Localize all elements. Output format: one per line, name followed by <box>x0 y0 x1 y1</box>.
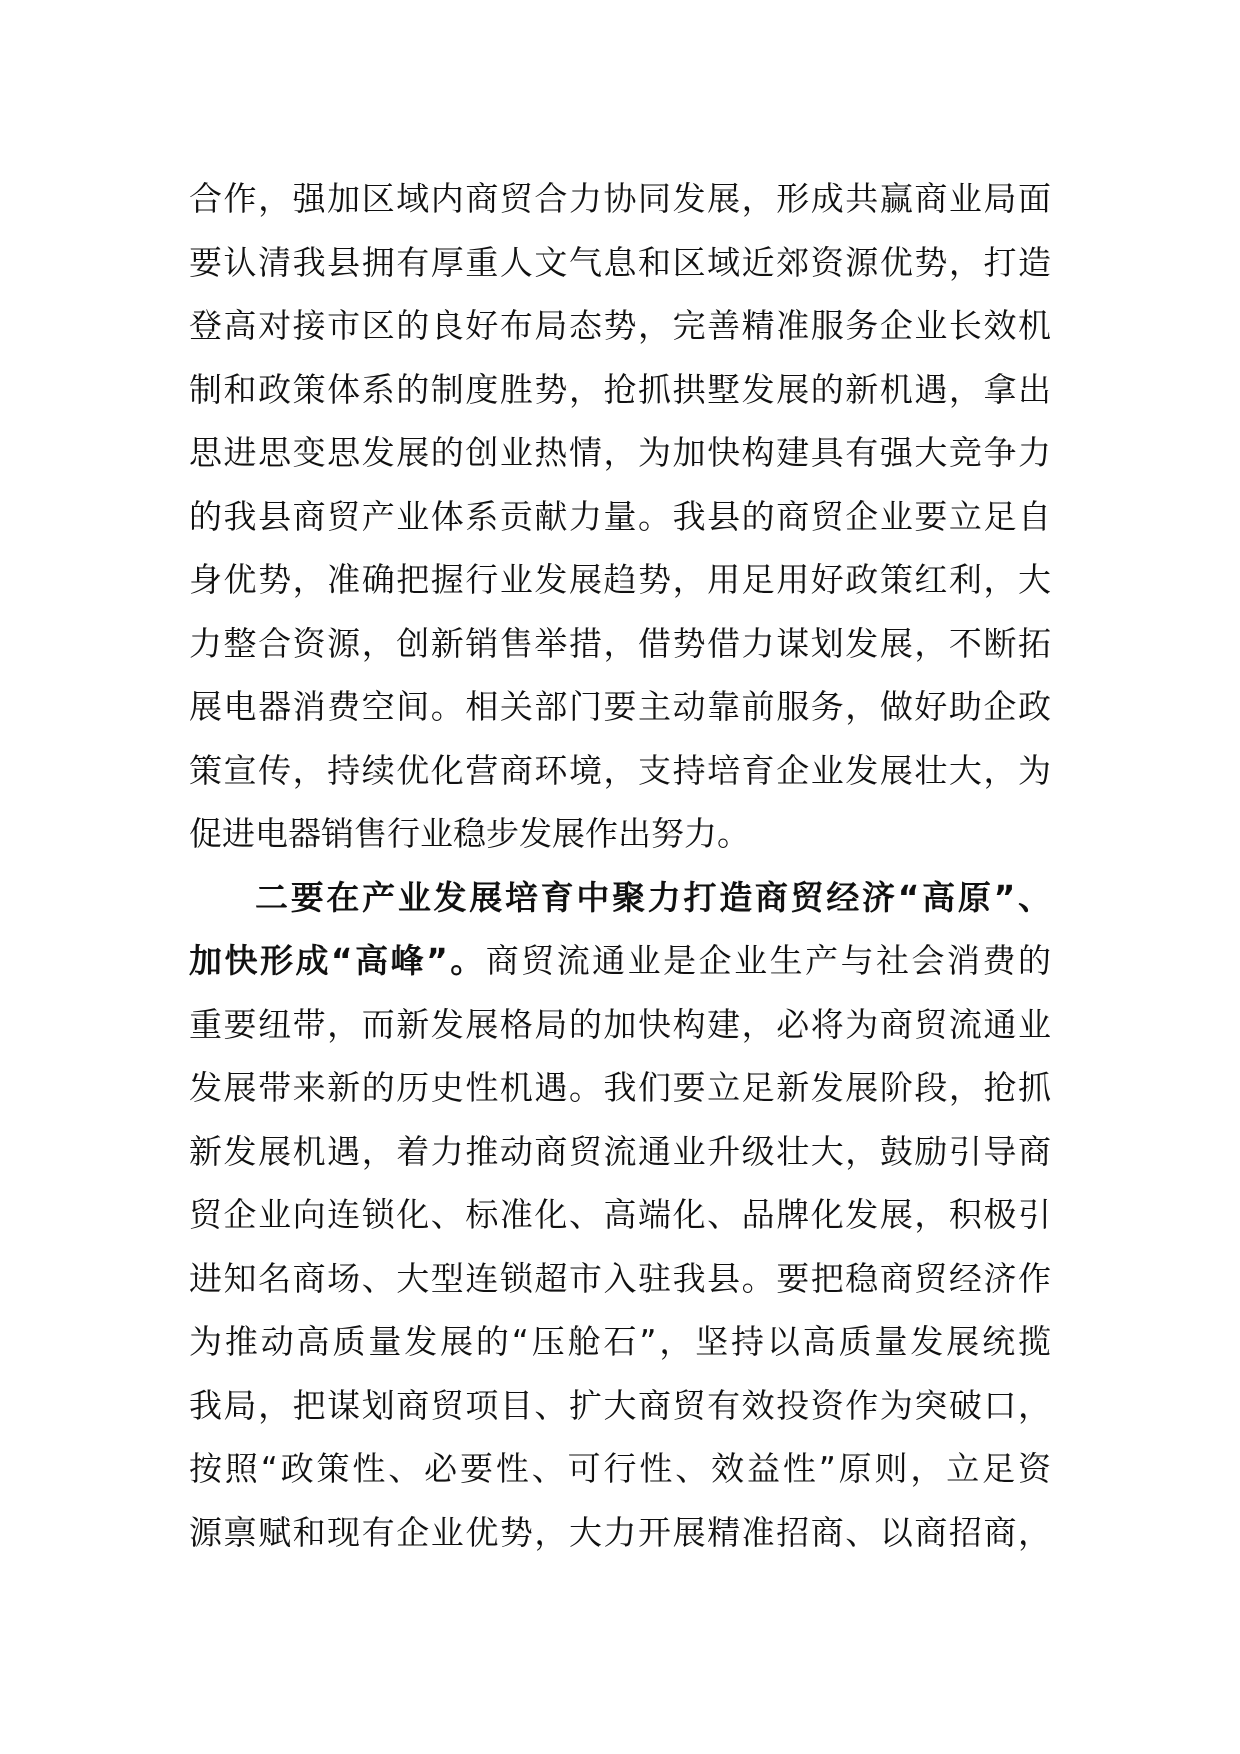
text-line: 促进电器销售行业稳步发展作出努力。 <box>189 814 750 853</box>
paragraph-1 <box>189 167 1051 866</box>
text-line: 登高对接市区的良好布局态势，完善精准服务企业长效机 <box>189 306 1051 345</box>
text-line: 制和政策体系的制度胜势，抢抓拱墅发展的新机遇，拿出 <box>189 369 1051 409</box>
paragraph-2 <box>189 866 1051 1565</box>
text-line: 发展带来新的历史性机遇。我们要立足新发展阶段，抢抓 <box>189 1068 1051 1107</box>
text-line: 新发展机遇，着力推动商贸流通业升级壮大，鼓励引导商 <box>189 1131 1051 1171</box>
section-heading: 二要在产业发展培育中聚力打造商贸经济“高原”、 <box>255 877 1051 917</box>
section-heading-end: 加快形成“高峰”。 <box>189 941 486 980</box>
text-line: 身优势，准确把握行业发展趋势，用足用好政策红利，大 <box>189 560 1051 599</box>
text-line: 力整合资源，创新销售举措，借势借力谋划发展，不断拓 <box>189 623 1051 663</box>
text-line <box>189 929 1051 993</box>
text-line: 源禀赋和现有企业优势，大力开展精准招商、以商招商， <box>189 1512 1051 1552</box>
text-line: 要认清我县拥有厚重人文气息和区域近郊资源优势，打造 <box>189 242 1051 282</box>
text-span: 商贸流通业是企业生产与社会消费的 <box>485 941 1051 980</box>
text-line: 思进思变思发展的创业热情，为加快构建具有强大竞争力 <box>189 433 1051 472</box>
text-line: 策宣传，持续优化营商环境，支持培育企业发展壮大，为 <box>189 750 1051 790</box>
document-page <box>189 167 1051 1564</box>
text-line: 的我县商贸产业体系贡献力量。我县的商贸企业要立足自 <box>189 496 1051 536</box>
text-line: 进知名商场、大型连锁超市入驻我县。要把稳商贸经济作 <box>189 1258 1051 1298</box>
text-line: 按照“政策性、必要性、可行性、效益性”原则，立足资 <box>189 1449 1051 1488</box>
text-line: 贸企业向连锁化、标准化、高端化、品牌化发展，积极引 <box>189 1195 1051 1234</box>
text-line: 展电器消费空间。相关部门要主动靠前服务，做好助企政 <box>189 687 1051 726</box>
text-line: 合作，强加区域内商贸合力协同发展，形成共赢商业局面 <box>189 179 1051 218</box>
text-line: 为推动高质量发展的“压舱石”，坚持以高质量发展统揽 <box>189 1322 1051 1361</box>
text-line: 重要纽带，而新发展格局的加快构建，必将为商贸流通业 <box>189 1004 1051 1044</box>
text-line: 我局，把谋划商贸项目、扩大商贸有效投资作为突破口， <box>189 1385 1051 1425</box>
